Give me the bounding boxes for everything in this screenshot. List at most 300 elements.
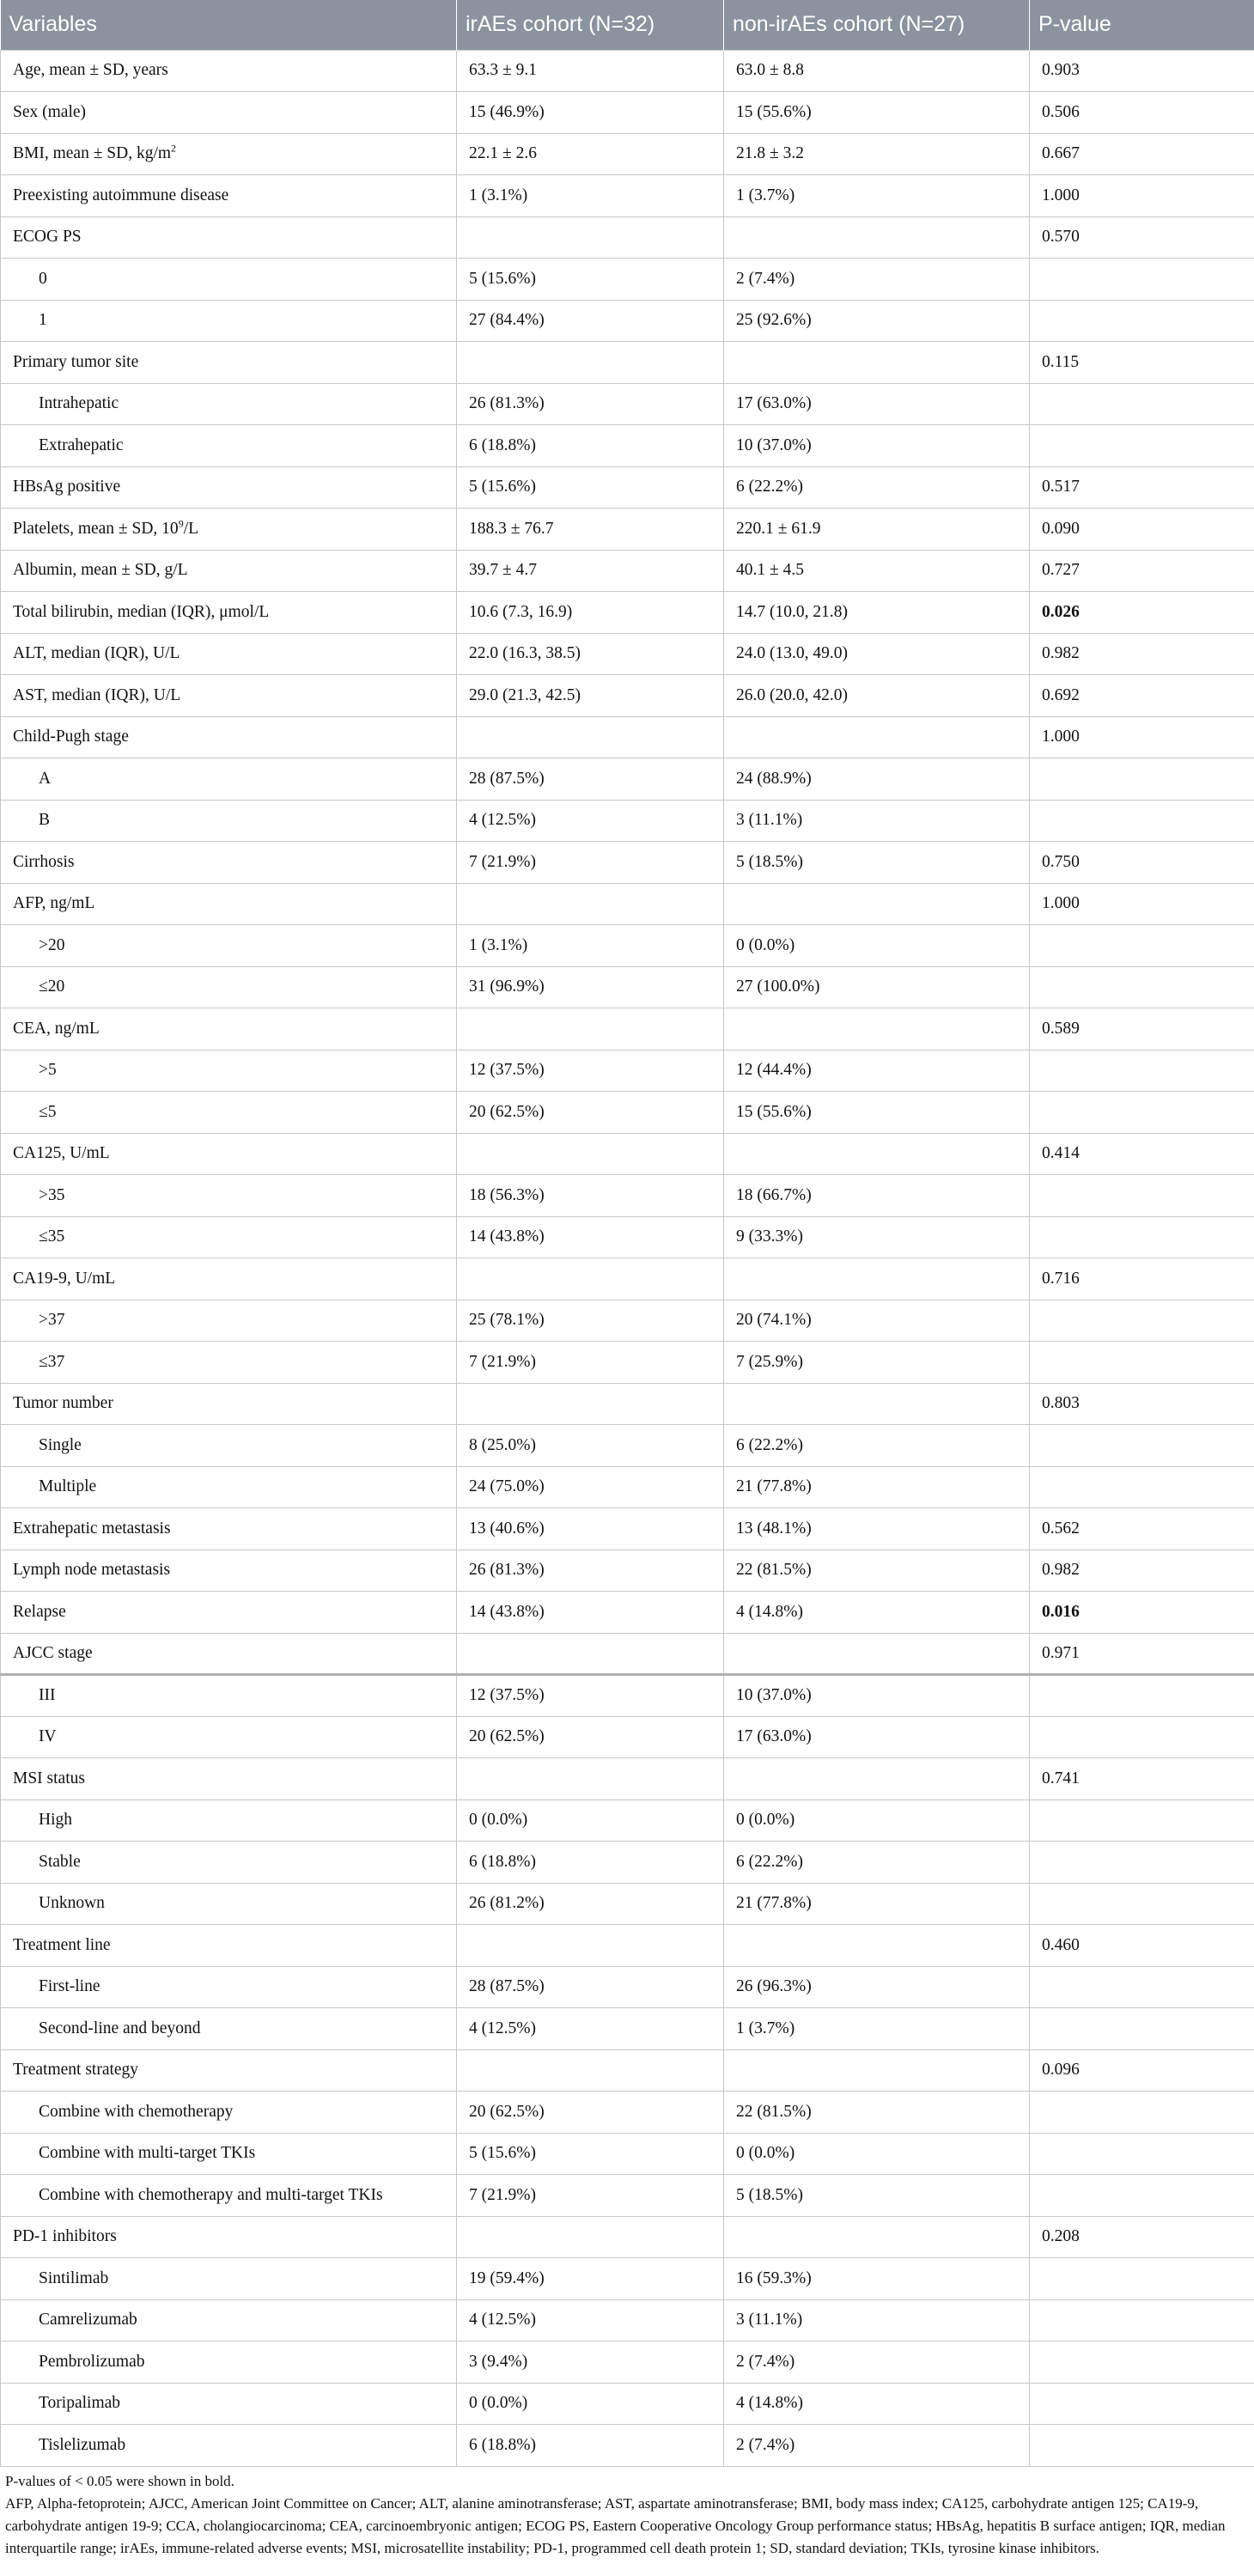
- p-value-cell: 0.667: [1030, 133, 1254, 175]
- table-row: [1, 1592, 1254, 1634]
- variable-label: Extrahepatic metastasis: [13, 1519, 171, 1538]
- header-variables: Variables: [1, 0, 457, 50]
- variable-cell: [1, 1092, 457, 1134]
- p-value-cell: [1030, 259, 1254, 301]
- table-footnotes: [0, 2467, 1254, 2560]
- table-row: [1, 175, 1254, 217]
- p-value-cell: 0.026: [1030, 592, 1254, 634]
- variable-label: AJCC stage: [13, 1643, 93, 1662]
- p-value-cell: [1030, 2383, 1254, 2425]
- variable-cell: [1, 2383, 457, 2425]
- irae-value-cell: 7 (21.9%): [457, 2175, 724, 2217]
- irae-value-cell: 31 (96.9%): [457, 966, 724, 1008]
- p-value-cell: 0.570: [1030, 216, 1254, 259]
- irae-value-cell: [457, 716, 724, 758]
- table-row: [1, 1050, 1254, 1092]
- variable-cell: [1, 842, 457, 884]
- irae-value-cell: 27 (84.4%): [457, 300, 724, 342]
- non-irae-value-cell: 27 (100.0%): [724, 966, 1030, 1008]
- variable-cell: [1, 758, 457, 801]
- variable-label: First-line: [39, 1977, 100, 1996]
- table-row: [1, 842, 1254, 884]
- variable-cell: [1, 2092, 457, 2134]
- non-irae-value-cell: [724, 1383, 1030, 1425]
- variable-label: Albumin, mean ± SD, g/L: [13, 561, 188, 580]
- variable-cell: [1, 1592, 457, 1634]
- p-value-cell: [1030, 966, 1254, 1008]
- non-irae-value-cell: 16 (59.3%): [724, 2258, 1030, 2300]
- p-value-cell: 0.115: [1030, 342, 1254, 384]
- non-irae-value-cell: 0 (0.0%): [724, 1800, 1030, 1842]
- variable-label: AST, median (IQR), U/L: [13, 685, 181, 704]
- irae-value-cell: 25 (78.1%): [457, 1300, 724, 1342]
- p-value-cell: [1030, 1466, 1254, 1508]
- table-row: [1, 2383, 1254, 2425]
- variable-cell: [1, 342, 457, 384]
- variable-label: Pembrolizumab: [39, 2352, 145, 2371]
- non-irae-value-cell: [724, 883, 1030, 925]
- table-row: [1, 2258, 1254, 2300]
- irae-value-cell: 8 (25.0%): [457, 1425, 724, 1467]
- variable-cell: [1, 2175, 457, 2217]
- variable-cell: [1, 1300, 457, 1342]
- non-irae-value-cell: [724, 2216, 1030, 2258]
- variable-cell: [1, 2049, 457, 2092]
- table-row: [1, 1342, 1254, 1384]
- p-value-cell: [1030, 800, 1254, 842]
- variable-label: Camrelizumab: [39, 2311, 137, 2329]
- table-row: [1, 466, 1254, 509]
- irae-value-cell: 1 (3.1%): [457, 925, 724, 967]
- non-irae-value-cell: 3 (11.1%): [724, 2299, 1030, 2342]
- non-irae-value-cell: 0 (0.0%): [724, 925, 1030, 967]
- p-value-cell: 0.414: [1030, 1133, 1254, 1175]
- irae-value-cell: 7 (21.9%): [457, 842, 724, 884]
- p-value-cell: [1030, 425, 1254, 467]
- table-row: [1, 1716, 1254, 1758]
- variable-label: Combine with multi-target TKIs: [39, 2144, 256, 2163]
- variable-cell: [1, 1175, 457, 1217]
- irae-value-cell: [457, 2049, 724, 2092]
- non-irae-value-cell: 63.0 ± 8.8: [724, 50, 1030, 92]
- irae-value-cell: 1 (3.1%): [457, 175, 724, 217]
- table-body: [1, 50, 1254, 2466]
- irae-value-cell: 6 (18.8%): [457, 2425, 724, 2467]
- non-irae-value-cell: 2 (7.4%): [724, 259, 1030, 301]
- table-row: [1, 133, 1254, 175]
- table-row: [1, 1383, 1254, 1425]
- variable-label: Sex (male): [13, 102, 87, 121]
- variable-label: Total bilirubin, median (IQR), μmol/L: [13, 602, 270, 621]
- irae-value-cell: 14 (43.8%): [457, 1592, 724, 1634]
- p-value-cell: [1030, 1300, 1254, 1342]
- variable-cell: [1, 675, 457, 717]
- p-value-cell: 1.000: [1030, 883, 1254, 925]
- variable-cell: [1, 925, 457, 967]
- variable-label: ≤20: [39, 977, 65, 996]
- variable-label: >5: [39, 1061, 57, 1080]
- table-row: [1, 259, 1254, 301]
- non-irae-value-cell: 4 (14.8%): [724, 2383, 1030, 2425]
- table-row: [1, 1508, 1254, 1550]
- p-value-cell: [1030, 1050, 1254, 1092]
- p-value-cell: 1.000: [1030, 716, 1254, 758]
- p-value-cell: [1030, 2008, 1254, 2050]
- variable-label: Tumor number: [13, 1394, 113, 1413]
- non-irae-value-cell: 24 (88.9%): [724, 758, 1030, 801]
- table-row: [1, 50, 1254, 92]
- variable-label: CA125, U/mL: [13, 1144, 110, 1163]
- p-value-cell: 0.096: [1030, 2049, 1254, 2092]
- table-row: [1, 2092, 1254, 2134]
- table-row: [1, 1133, 1254, 1175]
- variable-cell: [1, 1800, 457, 1842]
- irae-value-cell: [457, 2216, 724, 2258]
- variable-label: Sintilimab: [39, 2268, 109, 2287]
- non-irae-value-cell: 0 (0.0%): [724, 2133, 1030, 2175]
- variable-cell: [1, 1008, 457, 1050]
- table-row: [1, 2133, 1254, 2175]
- variable-cell: [1, 1425, 457, 1467]
- variable-cell: [1, 2342, 457, 2384]
- non-irae-value-cell: 4 (14.8%): [724, 1592, 1030, 1634]
- variable-label: ≤5: [39, 1102, 57, 1121]
- irae-value-cell: 6 (18.8%): [457, 1842, 724, 1884]
- table-row: [1, 425, 1254, 467]
- table-row: [1, 1883, 1254, 1925]
- table-row: [1, 1966, 1254, 2008]
- table-row: [1, 2049, 1254, 2092]
- variable-cell: [1, 1508, 457, 1550]
- variable-cell: [1, 92, 457, 134]
- variable-label: >20: [39, 935, 65, 954]
- p-value-cell: [1030, 2133, 1254, 2175]
- irae-value-cell: 5 (15.6%): [457, 466, 724, 509]
- variable-cell: [1, 1716, 457, 1758]
- variable-label: BMI, mean ± SD, kg/m: [13, 144, 172, 163]
- non-irae-value-cell: 5 (18.5%): [724, 2175, 1030, 2217]
- footnote-bold-note: P-values of < 0.05 were shown in bold.: [5, 2472, 234, 2489]
- irae-value-cell: 29.0 (21.3, 42.5): [457, 675, 724, 717]
- variable-label: Unknown: [39, 1894, 105, 1913]
- p-value-cell: 0.016: [1030, 1592, 1254, 1634]
- table-row: [1, 550, 1254, 592]
- non-irae-value-cell: 15 (55.6%): [724, 92, 1030, 134]
- table-row: [1, 92, 1254, 134]
- p-value-cell: 0.982: [1030, 1550, 1254, 1592]
- variable-label: ≤37: [39, 1352, 65, 1371]
- variable-cell: [1, 300, 457, 342]
- table-row: [1, 1008, 1254, 1050]
- variable-label: Combine with chemotherapy: [39, 2102, 234, 2121]
- variable-label: CA19-9, U/mL: [13, 1269, 116, 1288]
- irae-value-cell: 4 (12.5%): [457, 2299, 724, 2342]
- non-irae-value-cell: [724, 2049, 1030, 2092]
- variable-cell: [1, 133, 457, 175]
- non-irae-value-cell: [724, 1925, 1030, 1967]
- non-irae-value-cell: 10 (37.0%): [724, 425, 1030, 467]
- irae-value-cell: 12 (37.5%): [457, 1675, 724, 1717]
- p-value-cell: [1030, 1842, 1254, 1884]
- p-value-cell: 0.750: [1030, 842, 1254, 884]
- table-row: [1, 2216, 1254, 2258]
- variable-cell: [1, 1758, 457, 1800]
- variable-label: Second-line and beyond: [39, 2019, 201, 2037]
- non-irae-value-cell: 25 (92.6%): [724, 300, 1030, 342]
- variable-label: Toripalimab: [39, 2394, 121, 2413]
- variable-label: PD-1 inhibitors: [13, 2227, 117, 2246]
- irae-value-cell: 26 (81.3%): [457, 1550, 724, 1592]
- p-value-cell: [1030, 2299, 1254, 2342]
- non-irae-value-cell: 26 (96.3%): [724, 1966, 1030, 2008]
- variable-label: Stable: [39, 1852, 81, 1871]
- header-row: [1, 0, 1254, 50]
- table-row: [1, 716, 1254, 758]
- table-row: [1, 1842, 1254, 1884]
- table-row: [1, 1925, 1254, 1967]
- irae-value-cell: [457, 1383, 724, 1425]
- variable-label: Treatment strategy: [13, 2061, 139, 2080]
- variable-cell: [1, 592, 457, 634]
- p-value-cell: 0.727: [1030, 550, 1254, 592]
- variable-cell: [1, 966, 457, 1008]
- p-value-cell: [1030, 383, 1254, 425]
- variable-label: Single: [39, 1435, 82, 1454]
- variable-cell: [1, 1342, 457, 1384]
- variable-cell: [1, 509, 457, 551]
- p-value-cell: [1030, 1425, 1254, 1467]
- non-irae-value-cell: 26.0 (20.0, 42.0): [724, 675, 1030, 717]
- table-row: [1, 592, 1254, 634]
- table-row: [1, 1800, 1254, 1842]
- variable-cell: [1, 1966, 457, 2008]
- irae-value-cell: 18 (56.3%): [457, 1175, 724, 1217]
- variable-label: Tislelizumab: [39, 2435, 126, 2454]
- variable-cell: [1, 1675, 457, 1717]
- p-value-cell: 1.000: [1030, 175, 1254, 217]
- variable-superscript: 2: [171, 142, 177, 155]
- table-row: [1, 966, 1254, 1008]
- footnote-abbreviations: AFP, Alpha-fetoprotein; AJCC, American Joint Committee on Cancer; ALT, alanine aminotransferase; AST, aspartate aminotransferase; BMI, body mass index; CA125, carbohydrate antigen 125; CA19-9, carbohydrate antigen 19-9; CCA, cholangiocarcinoma; CEA, carcinoembryonic antigen; ECOG PS, Eastern Cooperative Oncology Group performance status; HBsAg, hepatitis B surface antigen; IQR, median interquartile range; irAEs, immune-related adverse events; MSI, microsatellite instability; PD-1, programmed cell death protein 1; SD, standard deviation; TKIs, tyrosine kinase inhibitors.: [5, 2494, 1226, 2556]
- variable-cell: [1, 1383, 457, 1425]
- variable-cell: [1, 1216, 457, 1258]
- non-irae-value-cell: [724, 1633, 1030, 1675]
- irae-value-cell: 24 (75.0%): [457, 1466, 724, 1508]
- variable-cell: [1, 1258, 457, 1300]
- irae-value-cell: 5 (15.6%): [457, 259, 724, 301]
- irae-value-cell: 22.1 ± 2.6: [457, 133, 724, 175]
- irae-value-cell: [457, 1758, 724, 1800]
- irae-value-cell: [457, 1258, 724, 1300]
- p-value-cell: 0.803: [1030, 1383, 1254, 1425]
- p-value-cell: [1030, 1966, 1254, 2008]
- table-row: [1, 342, 1254, 384]
- p-value-cell: 0.589: [1030, 1008, 1254, 1050]
- p-value-cell: [1030, 1216, 1254, 1258]
- non-irae-value-cell: [724, 342, 1030, 384]
- variable-cell: [1, 800, 457, 842]
- non-irae-value-cell: 1 (3.7%): [724, 175, 1030, 217]
- irae-value-cell: 26 (81.3%): [457, 383, 724, 425]
- irae-value-cell: 19 (59.4%): [457, 2258, 724, 2300]
- non-irae-value-cell: 3 (11.1%): [724, 800, 1030, 842]
- header-non-irae-cohort: non-irAEs cohort (N=27): [724, 0, 1030, 50]
- non-irae-value-cell: 12 (44.4%): [724, 1050, 1030, 1092]
- variable-cell: [1, 2133, 457, 2175]
- p-value-cell: [1030, 1800, 1254, 1842]
- variable-label: B: [39, 811, 51, 830]
- variable-cell: [1, 2258, 457, 2300]
- p-value-cell: [1030, 2175, 1254, 2217]
- non-irae-value-cell: 40.1 ± 4.5: [724, 550, 1030, 592]
- irae-value-cell: 28 (87.5%): [457, 1966, 724, 2008]
- non-irae-value-cell: [724, 1133, 1030, 1175]
- irae-value-cell: 15 (46.9%): [457, 92, 724, 134]
- table-row: [1, 2175, 1254, 2217]
- variable-label: A: [39, 769, 52, 788]
- variable-label: Preexisting autoimmune disease: [13, 186, 229, 204]
- p-value-cell: [1030, 1342, 1254, 1384]
- irae-value-cell: [457, 342, 724, 384]
- p-value-cell: [1030, 300, 1254, 342]
- p-value-cell: 0.460: [1030, 1925, 1254, 1967]
- non-irae-value-cell: 1 (3.7%): [724, 2008, 1030, 2050]
- p-value-cell: 0.692: [1030, 675, 1254, 717]
- table-row: [1, 800, 1254, 842]
- table-row: [1, 925, 1254, 967]
- variable-label: High: [39, 1811, 72, 1830]
- irae-value-cell: 63.3 ± 9.1: [457, 50, 724, 92]
- irae-value-cell: 7 (21.9%): [457, 1342, 724, 1384]
- variable-cell: [1, 1633, 457, 1675]
- table-row: [1, 1633, 1254, 1675]
- non-irae-value-cell: 18 (66.7%): [724, 1175, 1030, 1217]
- p-value-cell: 0.741: [1030, 1758, 1254, 1800]
- non-irae-value-cell: [724, 716, 1030, 758]
- table-row: [1, 1258, 1254, 1300]
- table-row: [1, 216, 1254, 259]
- irae-value-cell: 0 (0.0%): [457, 2383, 724, 2425]
- non-irae-value-cell: 13 (48.1%): [724, 1508, 1030, 1550]
- table-row: [1, 300, 1254, 342]
- variable-cell: [1, 383, 457, 425]
- variable-cell: [1, 1883, 457, 1925]
- non-irae-value-cell: 24.0 (13.0, 49.0): [724, 633, 1030, 675]
- table-row: [1, 383, 1254, 425]
- irae-value-cell: 39.7 ± 4.7: [457, 550, 724, 592]
- p-value-cell: [1030, 2342, 1254, 2384]
- variable-cell: [1, 883, 457, 925]
- non-irae-value-cell: 7 (25.9%): [724, 1342, 1030, 1384]
- variable-label: IV: [39, 1727, 57, 1746]
- non-irae-value-cell: 22 (81.5%): [724, 2092, 1030, 2134]
- non-irae-value-cell: 17 (63.0%): [724, 383, 1030, 425]
- irae-value-cell: 5 (15.6%): [457, 2133, 724, 2175]
- variable-label: ALT, median (IQR), U/L: [13, 644, 180, 663]
- header-p-value: P-value: [1030, 0, 1254, 50]
- table-row: [1, 1300, 1254, 1342]
- irae-value-cell: 12 (37.5%): [457, 1050, 724, 1092]
- non-irae-value-cell: 6 (22.2%): [724, 1425, 1030, 1467]
- table-row: [1, 1675, 1254, 1717]
- non-irae-value-cell: [724, 216, 1030, 259]
- table-row: [1, 883, 1254, 925]
- irae-value-cell: [457, 1008, 724, 1050]
- variable-cell: [1, 550, 457, 592]
- variable-label: ECOG PS: [13, 228, 82, 247]
- variable-label: Age, mean ± SD, years: [13, 61, 168, 80]
- variable-label: CEA, ng/mL: [13, 1019, 100, 1038]
- non-irae-value-cell: 17 (63.0%): [724, 1716, 1030, 1758]
- p-value-cell: [1030, 1716, 1254, 1758]
- p-value-cell: [1030, 758, 1254, 801]
- variable-label: >37: [39, 1311, 65, 1330]
- variable-label: AFP, ng/mL: [13, 894, 95, 913]
- non-irae-value-cell: 20 (74.1%): [724, 1300, 1030, 1342]
- variable-label: Multiple: [39, 1477, 97, 1496]
- non-irae-value-cell: 10 (37.0%): [724, 1675, 1030, 1717]
- table-row: [1, 1466, 1254, 1508]
- variable-cell: [1, 716, 457, 758]
- table-row: [1, 509, 1254, 551]
- irae-value-cell: 26 (81.2%): [457, 1883, 724, 1925]
- table-row: [1, 2342, 1254, 2384]
- irae-value-cell: 22.0 (16.3, 38.5): [457, 633, 724, 675]
- p-value-cell: [1030, 1883, 1254, 1925]
- table-row: [1, 1092, 1254, 1134]
- irae-value-cell: 6 (18.8%): [457, 425, 724, 467]
- irae-value-cell: [457, 883, 724, 925]
- variable-cell: [1, 1050, 457, 1092]
- non-irae-value-cell: [724, 1008, 1030, 1050]
- p-value-cell: [1030, 2425, 1254, 2467]
- irae-value-cell: 4 (12.5%): [457, 800, 724, 842]
- p-value-cell: 0.716: [1030, 1258, 1254, 1300]
- header-irae-cohort: irAEs cohort (N=32): [457, 0, 724, 50]
- variable-label: Extrahepatic: [39, 435, 124, 454]
- variable-label: 0: [39, 269, 47, 288]
- non-irae-value-cell: [724, 1258, 1030, 1300]
- p-value-cell: 0.971: [1030, 1633, 1254, 1675]
- p-value-cell: 0.090: [1030, 509, 1254, 551]
- variable-cell: [1, 1550, 457, 1592]
- irae-value-cell: [457, 1633, 724, 1675]
- variable-cell: [1, 2216, 457, 2258]
- variable-cell: [1, 259, 457, 301]
- variable-unit-suffix: /L: [183, 519, 199, 538]
- table-row: [1, 2008, 1254, 2050]
- p-value-cell: [1030, 1675, 1254, 1717]
- variable-cell: [1, 216, 457, 259]
- variable-cell: [1, 466, 457, 509]
- non-irae-value-cell: 5 (18.5%): [724, 842, 1030, 884]
- variable-cell: [1, 633, 457, 675]
- p-value-cell: [1030, 2258, 1254, 2300]
- non-irae-value-cell: [724, 1758, 1030, 1800]
- p-value-cell: 0.903: [1030, 50, 1254, 92]
- table-row: [1, 1216, 1254, 1258]
- non-irae-value-cell: 22 (81.5%): [724, 1550, 1030, 1592]
- p-value-cell: 0.517: [1030, 466, 1254, 509]
- non-irae-value-cell: 2 (7.4%): [724, 2425, 1030, 2467]
- variable-label: HBsAg positive: [13, 478, 121, 496]
- variable-label: >35: [39, 1185, 65, 1204]
- irae-value-cell: 188.3 ± 76.7: [457, 509, 724, 551]
- irae-value-cell: 3 (9.4%): [457, 2342, 724, 2384]
- irae-value-cell: [457, 1925, 724, 1967]
- table-row: [1, 1758, 1254, 1800]
- table-row: [1, 2425, 1254, 2467]
